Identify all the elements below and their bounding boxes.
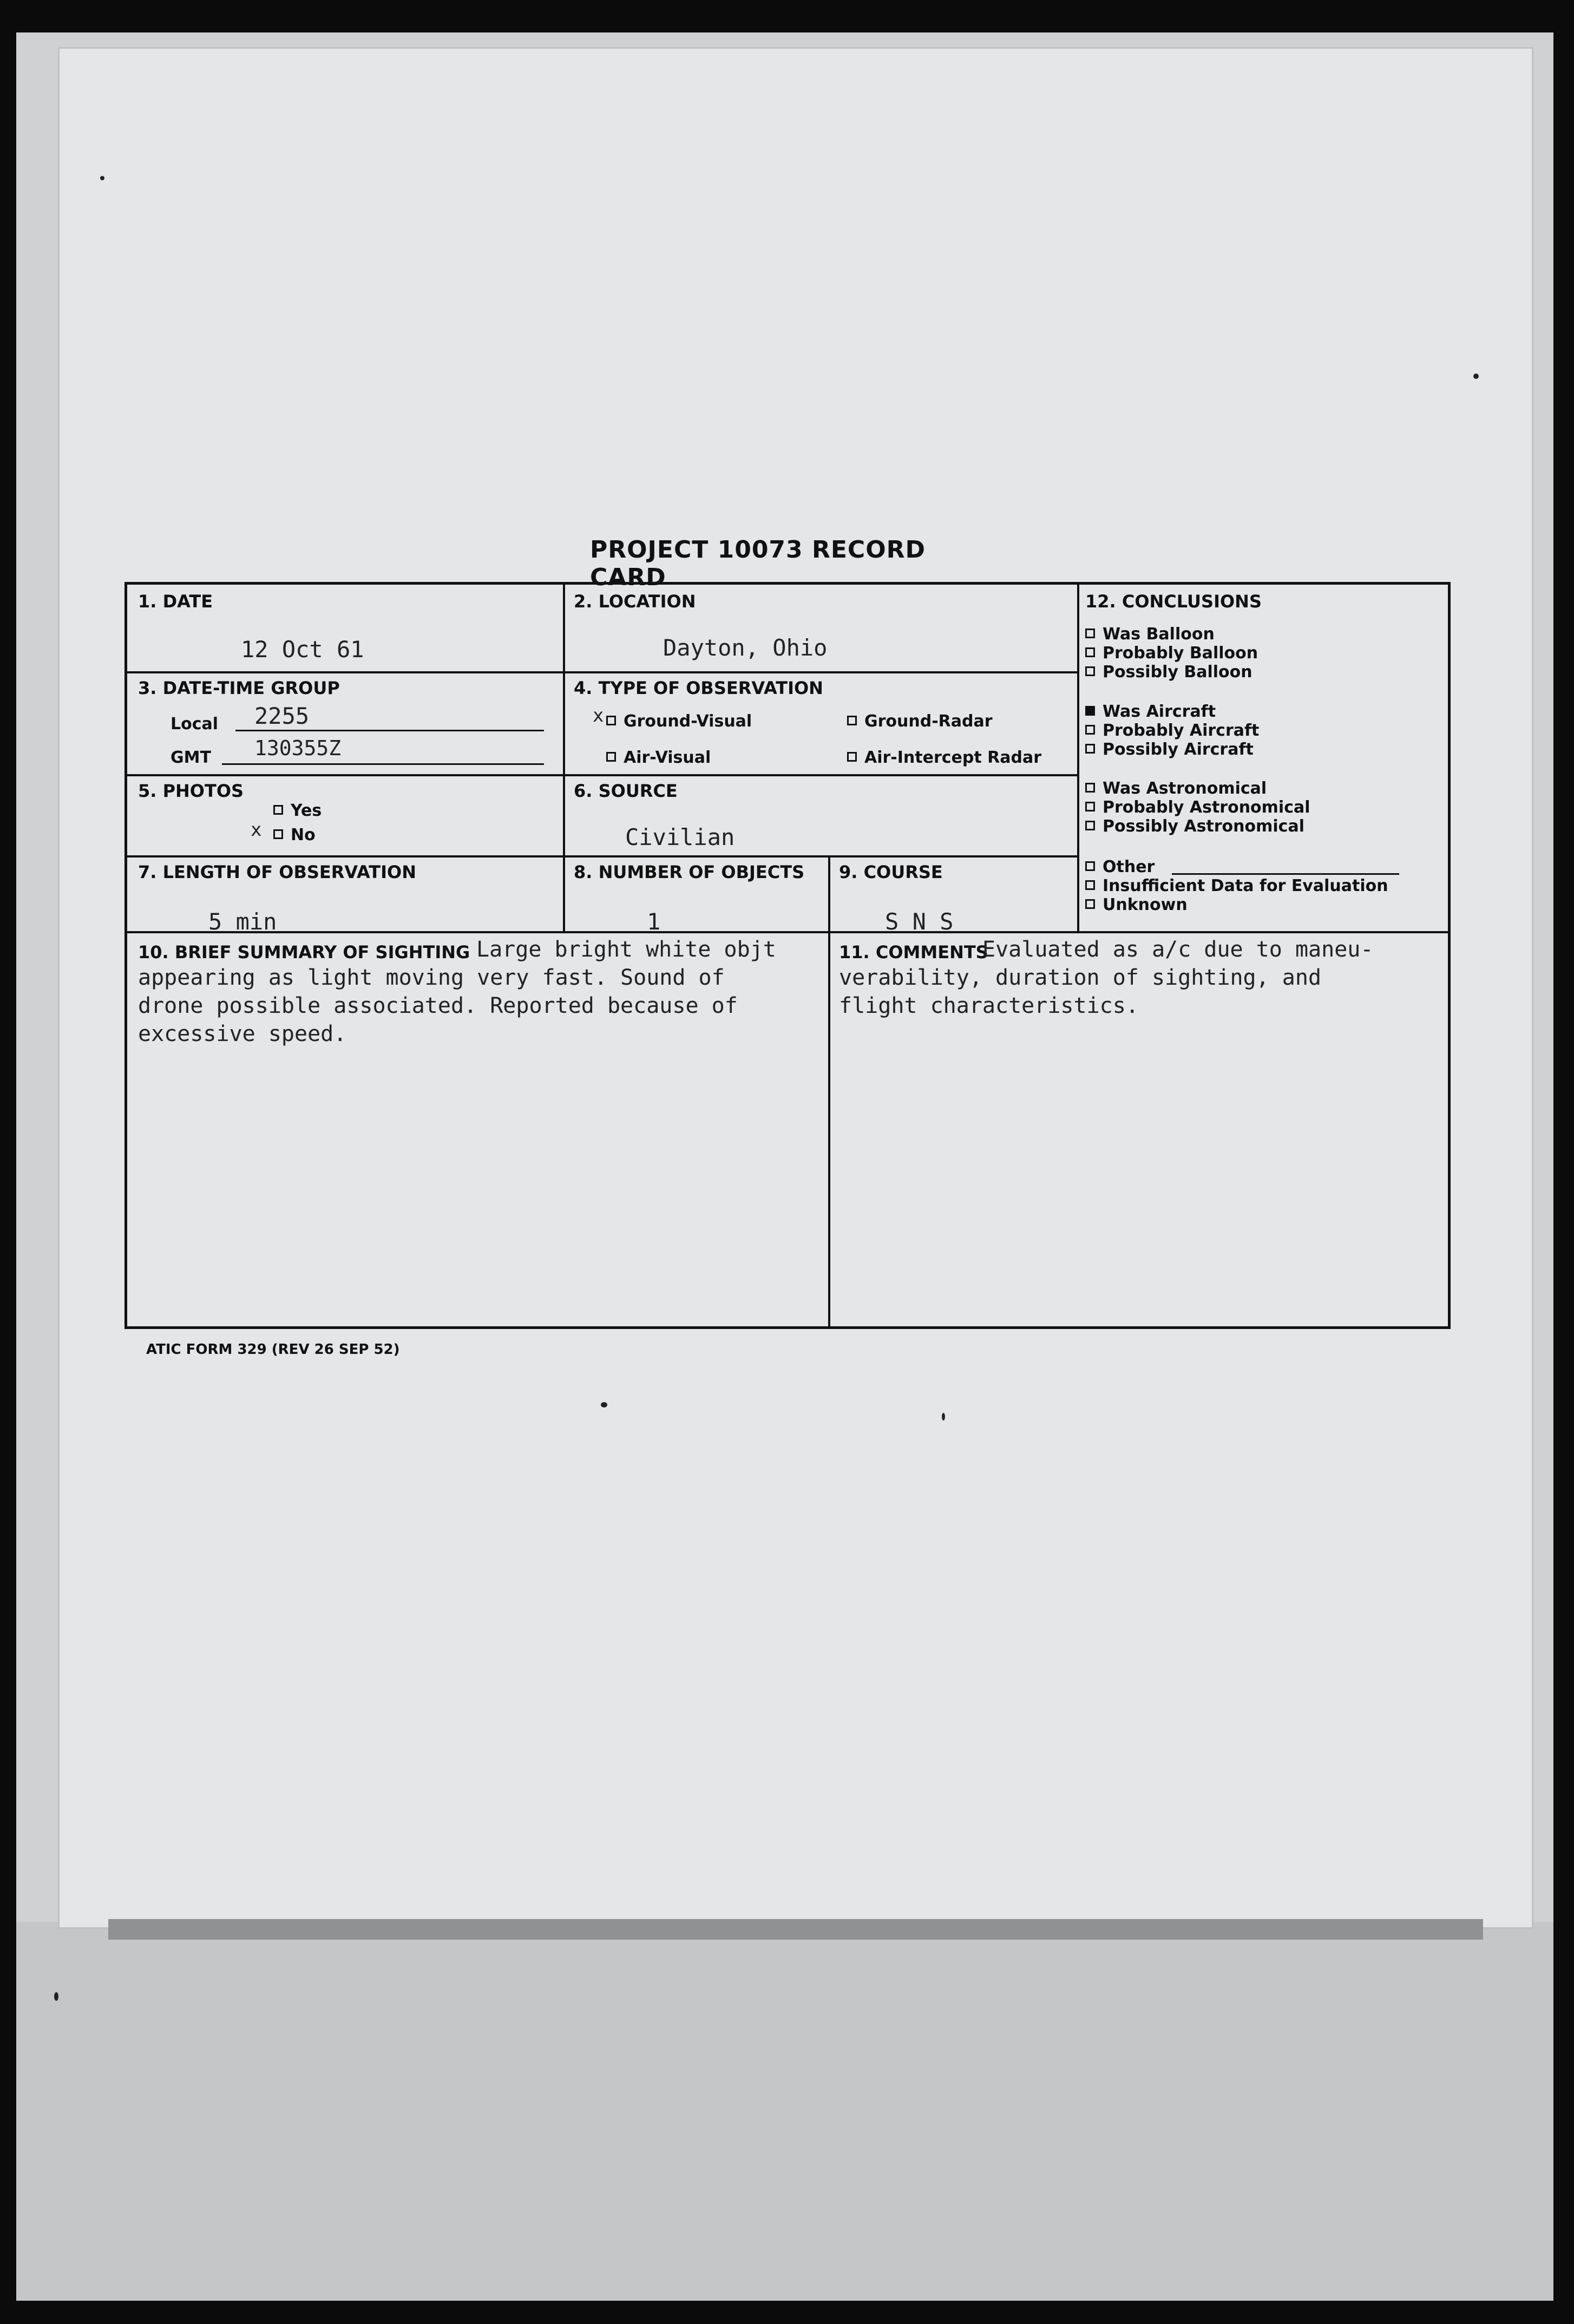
photos-label: 5. PHOTOS bbox=[138, 781, 244, 801]
gmt-underline bbox=[222, 763, 544, 765]
checkbox-icon bbox=[1085, 629, 1095, 638]
comments-line-1: Evaluated as a/c due to maneu- bbox=[982, 937, 1374, 962]
checkbox-icon bbox=[1085, 647, 1095, 657]
divider-row3 bbox=[127, 855, 1077, 857]
comments-line-2: verability, duration of sighting, and bbox=[839, 965, 1322, 990]
conclusion-possibly-aircraft[interactable]: Possibly Aircraft bbox=[1085, 741, 1254, 759]
dtg-gmt-value: 130355Z bbox=[254, 736, 342, 760]
other-underline bbox=[1172, 873, 1399, 875]
divider-row4 bbox=[127, 931, 1451, 933]
date-value: 12 Oct 61 bbox=[241, 636, 364, 663]
scan-speck bbox=[942, 1413, 945, 1420]
conclusion-possibly-astronomical[interactable]: Possibly Astronomical bbox=[1085, 817, 1304, 836]
comments-label: 11. COMMENTS bbox=[839, 942, 988, 963]
form-footer: ATIC FORM 329 (REV 26 SEP 52) bbox=[146, 1341, 400, 1358]
num-objects-value: 1 bbox=[647, 908, 661, 935]
length-value: 5 min bbox=[208, 908, 277, 935]
checkbox-icon bbox=[606, 752, 616, 762]
lower-band bbox=[16, 1922, 1553, 2301]
divider-summary-comments bbox=[828, 931, 830, 1329]
summary-label: 10. BRIEF SUMMARY OF SIGHTING bbox=[138, 942, 470, 963]
scan-speck bbox=[54, 1992, 58, 2001]
card-title: PROJECT 10073 RECORD CARD bbox=[590, 536, 926, 591]
num-objects-label: 8. NUMBER OF OBJECTS bbox=[574, 862, 805, 882]
checkbox-icon bbox=[273, 805, 283, 815]
dtg-gmt-label: GMT bbox=[170, 748, 211, 767]
date-label: 1. DATE bbox=[138, 591, 213, 612]
divider-objects-course bbox=[828, 855, 830, 931]
scan-speck bbox=[601, 1402, 607, 1408]
source-label: 6. SOURCE bbox=[574, 781, 678, 801]
conclusion-insufficient-data[interactable]: Insufficient Data for Evaluation bbox=[1085, 877, 1388, 895]
checkbox-icon bbox=[273, 829, 283, 839]
summary-line-4: excessive speed. bbox=[138, 1022, 347, 1046]
course-label: 9. COURSE bbox=[839, 862, 943, 882]
option-ground-radar[interactable]: Ground-Radar bbox=[847, 712, 993, 731]
conclusion-possibly-balloon[interactable]: Possibly Balloon bbox=[1085, 663, 1252, 682]
summary-line-3: drone possible associated. Reported because of bbox=[138, 993, 738, 1018]
checkbox-icon bbox=[847, 752, 857, 762]
card-shadow bbox=[108, 1919, 1483, 1940]
length-label: 7. LENGTH OF OBSERVATION bbox=[138, 862, 416, 882]
summary-line-2: appearing as light moving very fast. Sound of bbox=[138, 965, 725, 990]
conclusion-probably-balloon[interactable]: Probably Balloon bbox=[1085, 644, 1258, 663]
dtg-local-label: Local bbox=[170, 715, 219, 734]
ground-visual-mark: x bbox=[593, 705, 604, 726]
checkbox-icon bbox=[606, 716, 616, 725]
record-card-form bbox=[124, 582, 1451, 1329]
conclusion-was-aircraft[interactable]: Was Aircraft bbox=[1085, 703, 1216, 721]
observation-type-label: 4. TYPE OF OBSERVATION bbox=[574, 678, 823, 698]
checkbox-icon bbox=[1085, 744, 1095, 754]
checkbox-icon bbox=[1085, 861, 1095, 871]
divider-col2 bbox=[1077, 585, 1079, 931]
scan-speck bbox=[1473, 374, 1479, 379]
dtg-local-value: 2255 bbox=[254, 703, 310, 729]
conclusions-label: 12. CONCLUSIONS bbox=[1085, 591, 1262, 612]
photos-yes-option[interactable]: Yes bbox=[273, 801, 322, 820]
checkbox-icon bbox=[1085, 880, 1095, 890]
divider-row1 bbox=[127, 671, 1077, 673]
checkbox-icon bbox=[1085, 725, 1095, 735]
conclusion-was-balloon[interactable]: Was Balloon bbox=[1085, 625, 1215, 644]
photos-no-mark: x bbox=[251, 819, 262, 841]
local-underline bbox=[235, 730, 544, 731]
checkbox-icon bbox=[1085, 783, 1095, 793]
comments-line-3: flight characteristics. bbox=[839, 993, 1139, 1018]
option-ground-visual[interactable]: Ground-Visual bbox=[606, 712, 752, 731]
source-value: Civilian bbox=[625, 824, 735, 850]
dtg-label: 3. DATE-TIME GROUP bbox=[138, 678, 340, 698]
conclusion-unknown[interactable]: Unknown bbox=[1085, 896, 1188, 914]
checkbox-icon bbox=[847, 716, 857, 725]
checkbox-icon bbox=[1085, 821, 1095, 830]
divider-row2 bbox=[127, 774, 1077, 776]
checkbox-icon bbox=[1085, 666, 1095, 676]
option-air-intercept-radar[interactable]: Air-Intercept Radar bbox=[847, 748, 1041, 767]
conclusion-probably-astronomical[interactable]: Probably Astronomical bbox=[1085, 798, 1310, 817]
summary-line-1: Large bright white objt bbox=[476, 937, 776, 962]
photos-no-option[interactable]: No bbox=[273, 826, 316, 845]
location-value: Dayton, Ohio bbox=[663, 634, 828, 661]
option-air-visual[interactable]: Air-Visual bbox=[606, 748, 711, 767]
conclusion-was-astronomical[interactable]: Was Astronomical bbox=[1085, 780, 1267, 798]
conclusion-other[interactable]: Other bbox=[1085, 858, 1155, 876]
checkbox-icon bbox=[1085, 802, 1095, 811]
location-label: 2. LOCATION bbox=[574, 591, 696, 612]
divider-col1 bbox=[563, 585, 565, 931]
checkbox-checked-icon bbox=[1085, 706, 1095, 716]
conclusion-probably-aircraft[interactable]: Probably Aircraft bbox=[1085, 722, 1259, 740]
course-value: S N S bbox=[885, 908, 954, 935]
scan-speck bbox=[100, 176, 104, 180]
checkbox-icon bbox=[1085, 899, 1095, 909]
